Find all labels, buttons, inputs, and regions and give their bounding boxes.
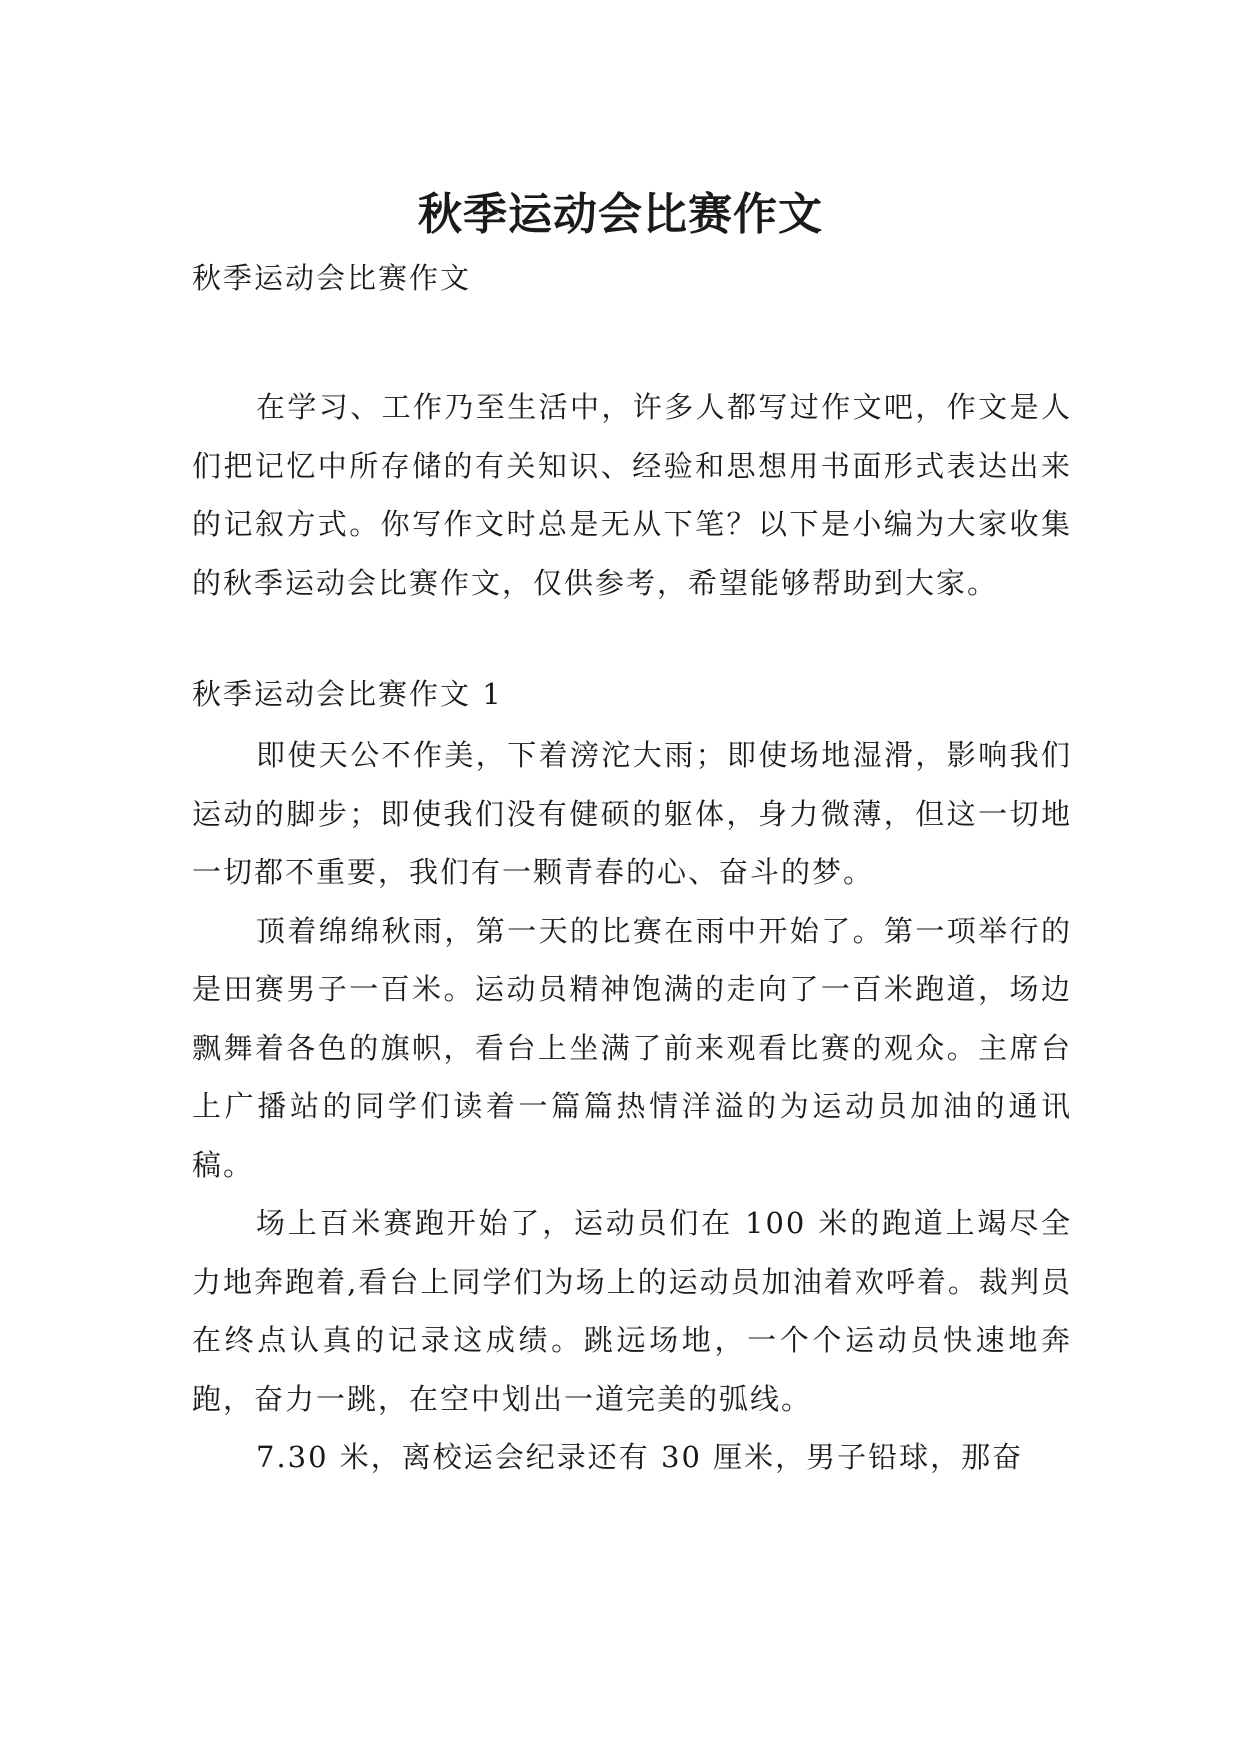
- body-paragraph: 顶着绵绵秋雨，第一天的比赛在雨中开始了。第一项举行的是田赛男子一百米。运动员精神饱满的走向了一百米跑道，场边飘舞着各色的旗帜，看台上坐满了前来观看比赛的观众。主席台上广播站的同学们读着一篇篇热情洋溢的为运动员加油的通讯稿。: [192, 913, 1072, 1182]
- section-heading: 秋季运动会比赛作文 1: [192, 677, 503, 711]
- document-title: 秋季运动会比赛作文: [418, 189, 823, 241]
- document-body: [192, 258, 1072, 1487]
- document-subtitle: 秋季运动会比赛作文: [192, 261, 472, 295]
- body-paragraph: 场上百米赛跑开始了，运动员们在 100 米的跑道上竭尽全力地奔跑着,看台上同学们为场上的运动员加油着欢呼着。裁判员在终点认真的记录这成绩。跳远场地，一个个运动员快速地奔跑，奋力一跳，在空中划出一道完美的弧线。: [192, 1206, 1072, 1416]
- body-paragraph: 即使天公不作美，下着滂沱大雨；即使场地湿滑，影响我们运动的脚步；即使我们没有健硕的躯体，身力微薄，但这一切地一切都不重要，我们有一颗青春的心、奋斗的梦。: [192, 738, 1072, 889]
- body-paragraph: 7.30 米，离校运会纪录还有 30 厘米，男子铅球，那奋: [256, 1440, 1024, 1474]
- intro-paragraph: 在学习、工作乃至生活中，许多人都写过作文吧，作文是人们把记忆中所存储的有关知识、经验和思想用书面形式表达出来的记叙方式。你写作文时总是无从下笔？以下是小编为大家收集的秋季运动会比赛作文，仅供参考，希望能够帮助到大家。: [192, 390, 1072, 600]
